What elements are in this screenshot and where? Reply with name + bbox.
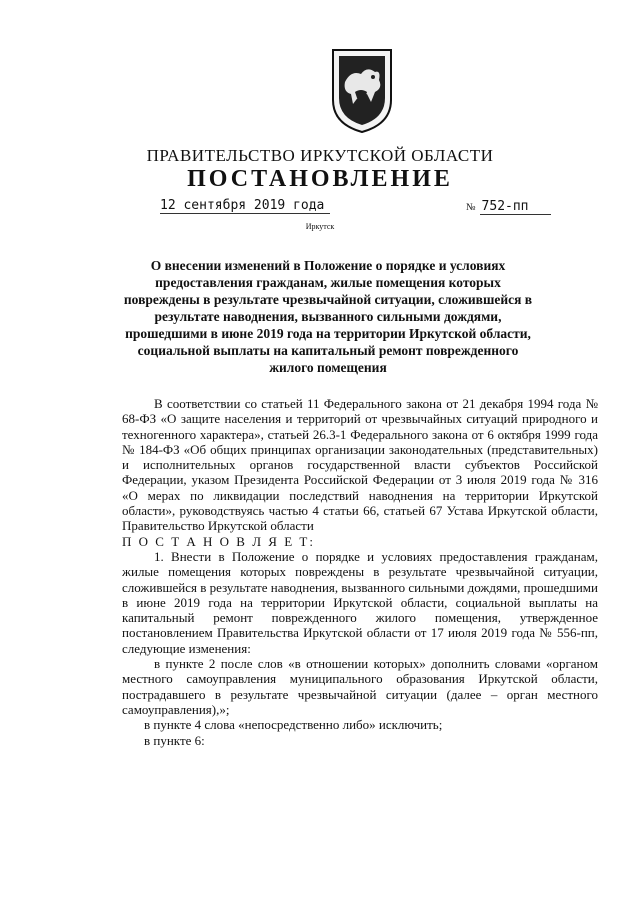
document-type: ПОСТАНОВЛЕНИЕ [187, 166, 453, 192]
irkutsk-coat-of-arms-icon [331, 48, 393, 134]
document-title: О внесении изменений в Положение о порядке и условиях предоставления гражданам, жилые помещения которых повреждены в результате чрезвычайной ситуации, сложившейся в результате наводнения, вызванного сильными дождями, прошедшими в июне 2019 года на территории Иркутской области, социальной выплаты на капитальный ремонт поврежденного жилого помещения [123, 258, 533, 375]
decree-heading: П О С Т А Н О В Л Я Е Т: [122, 533, 315, 549]
preamble-paragraph: В соответствии со статьей 11 Федерального закона от 21 декабря 1994 года № 68-ФЗ «О защите населения и территорий от чрезвычайных ситуаций природного и техногенного характера», статьей 26.3-1 Федерального закона от 6 октября 1999 года № 184-ФЗ «Об общих принципах организации законодательных (представительных) и исполнительных органов государственной власти субъектов Российской Федерации, указом Президента Российской Федерации от 3 июля 2019 года № 316 «О мерах по ликвидации последствий наводнения на территории Иркутской области», руководствуясь частью 4 статьи 66, статьей 67 Устава Иркутской области, Правительство Иркутской области [122, 396, 598, 534]
number-value: 752-пп [480, 199, 551, 215]
document-number [466, 198, 551, 214]
subitem-point-4: в пункте 4 слова «непосредственно либо» исключить; [144, 717, 443, 733]
document-body [122, 396, 598, 748]
government-name: ПРАВИТЕЛЬСТВО ИРКУТСКОЙ ОБЛАСТИ [146, 146, 494, 165]
number-label: № [466, 202, 476, 213]
document-date: 12 сентября 2019 года [160, 198, 330, 214]
item-1-paragraph: 1. Внести в Положение о порядке и условиях предоставления гражданам, жилые помещения которых повреждены в результате чрезвычайной ситуации, сложившейся в результате наводнения, вызванного сильными дождями, прошедшими в июне 2019 года на территории Иркутской области, социальной выплаты на капитальный ремонт поврежденного жилого помещения, утвержденное постановлением Правительства Иркутской области от 17 июля 2019 года № 556-пп, следующие изменения: [122, 548, 598, 656]
subitem-point-2: в пункте 2 после слов «в отношении которых» дополнить словами «органом местного самоуправления муниципального образования Иркутской области, пострадавшего в результате чрезвычайной ситуации (далее – орган местного самоуправления),»; [122, 656, 598, 717]
subitem-point-6: в пункте 6: [144, 732, 205, 748]
city-name: Иркутск [305, 222, 335, 231]
